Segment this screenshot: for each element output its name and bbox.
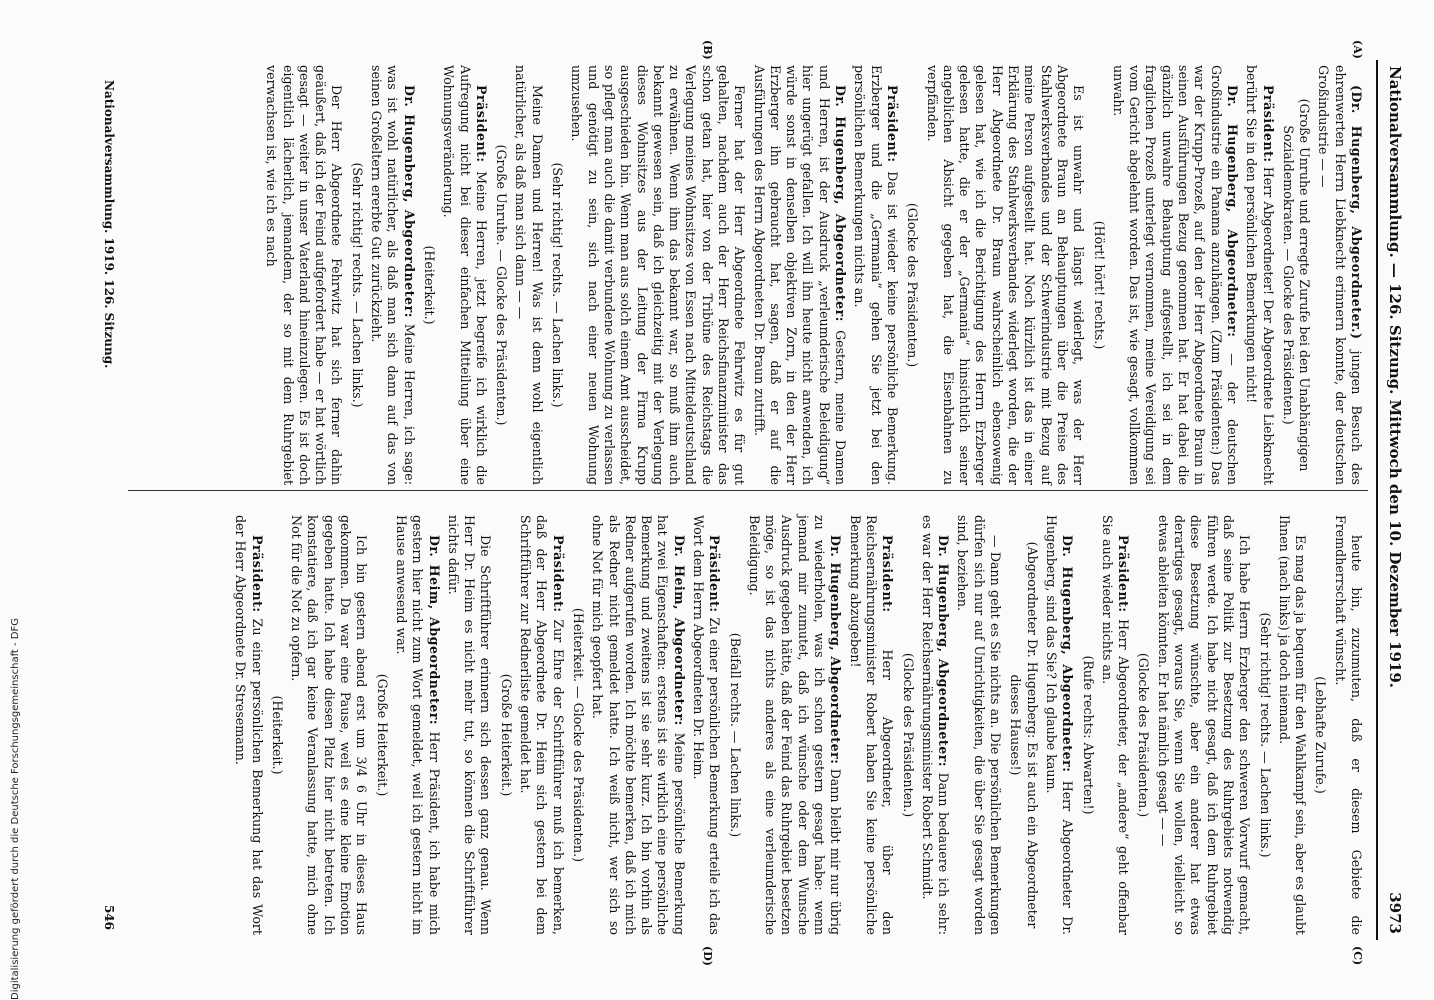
paragraph-text: Ich bin gestern abend erst um 3/4 6 Uhr in dieses Haus gekommen. Da war eine Pause, weil es eine kleine Emotion gegeben hatte. Ich habe diesen Platz hier nicht betreten. Ich konstatiere, daß ich gar keine Veranlassung hatte, mich ohne Not für die Not zu opfern. bbox=[289, 515, 370, 935]
column-divider bbox=[128, 490, 1368, 491]
text-paragraph bbox=[512, 65, 545, 485]
interjection-remark: (Abgeordneter Dr. Hugenberg: Es ist auch ein Abgeordneter dieses Hauses!) bbox=[1008, 541, 1040, 929]
margin-marker-c: (C) bbox=[1351, 946, 1364, 966]
interjection-remark: (Heiterkeit.) bbox=[421, 245, 437, 325]
interjection-remark: (Große Unruhe. — Glocke des Präsidenten.) bbox=[494, 144, 510, 426]
paragraph-text: — der deutschen Großindustrie ein Panama anzuhängen. (Zum Präsidenten:) Das war der Krupp-Prozeß, auf den der Herr Abgeordnete Braun in seinen Ausführungen Bezug genommen hat. Er hat dabei die gänzlich unwahre Behauptung aufgestellt, ich sei in dem fraglichen Prozeß unterlegt vernommen, meine Vereidigung sei vom Gericht abgelehnt worden. Das ist, wie gesagt, vollkommen unwahr. bbox=[1110, 65, 1240, 485]
text-paragraph bbox=[1154, 515, 1252, 935]
speech-paragraph bbox=[846, 515, 895, 935]
paragraph-text: Herr Abgeordneter, über den Reichsernährungsminister Robert haben Sie keine persönliche Bemerkung abzugeben! bbox=[847, 515, 896, 935]
speaker-name: Präsident: bbox=[880, 535, 896, 613]
interjection-remark: (Rufe rechts: Abwarten!) bbox=[1080, 655, 1096, 815]
interjection-remark: (Große Unruhe und erregte Zurufe bei den Unabhängigen Sozialdemokraten. — Glocke des Präsidenten.) bbox=[1280, 98, 1313, 472]
speaker-name: Dr. Heim, Abgeordneter: bbox=[426, 535, 442, 726]
speaker-name: Dr. Hugenberg, Abgeordneter: bbox=[833, 85, 849, 322]
header-page-number: 3973 bbox=[1386, 892, 1404, 934]
paragraph-text: Ich habe Herrn Erzberger den schweren Vorwurf gemacht, daß seine Politik zur Besetzung des Ruhrgebiets notwendig führen werde. Ich habe nicht gesagt, daß ich dem Ruhrgebiet diese Besetzung wünschte, aber ein anderer hat etwas derartiges gesagt, woraus Sie, wenn Sie wollen, vielleicht so etwas ableiten könnten. Er hat nämlich gesagt — — bbox=[1155, 515, 1253, 935]
speaker-name: Dr. Hugenberg, Abgeordneter: bbox=[1224, 85, 1240, 338]
speaker-name: Dr. Hugenberg, Abgeordneter: bbox=[828, 535, 844, 765]
speaker-name: Dr. Hugenberg, Abgeordneter: bbox=[936, 535, 952, 768]
paragraph-text: Zu einer persönlichen Bemerkung hat das Wort der Herr Abgeordnete Dr. Stresemann. bbox=[233, 515, 265, 935]
speaker-name: Dr. Hugenberg, Abgeordneter: bbox=[401, 85, 417, 318]
interjection-remark: (Sehr richtig! rechts. — Lachen links.) bbox=[1257, 612, 1273, 858]
paragraph-text: Es ist unwahr und längst widerlegt, was der Herr Abgeordnete Braun an Behauptungen über die Preise des Stahlwerksverbandes und der Schwerindustrie mit Bezug auf meine Person aufgestellt hat. Noch kürzlich ist das in einer Erklärung des Stahlwerksverbandes widerlegt worden, die der Herr Abgeordnete Dr. Braun wahrscheinlich ebensowenig gelesen hat, wie ich die Berichtigung des Herrn Erzberger gelesen hatte, die er der „Germania“ hinsichtlich seiner angeblichen Absicht gegeben hat, die Eisenbahnen zu verpfänden. bbox=[924, 65, 1087, 485]
interjection-remark: (Lebhafte Zurufe.) bbox=[1313, 676, 1329, 794]
paragraph-text: Meine Damen und Herren! Was ist denn wohl eigentlich natürlicher, als daß man sich dann — — bbox=[513, 65, 545, 485]
paragraph-text: heute bin, zuzumuten, daß er diesem Gebiete die Fremdherrschaft wünscht. bbox=[1332, 515, 1364, 935]
speaker-name: Präsident: bbox=[249, 535, 265, 613]
paragraph-text: Zu einer persönlichen Bemerkung erteile ich das Wort dem Herrn Abgeordneten Dr. Heim. bbox=[691, 515, 723, 935]
paragraph-text: Ferner hat der Herr Abgeordnete Fehrwitz es für gut gehalten, nachdem auch der Herr Reichsfinanzminister das schon getan hat, hier von der Tribüne des Reichstags die Verlegung meines Wohnsitzes von Essen nach Mitteldeutschland zu erwähnen. Wenn ihm das bekannt war, so muß ihm auch bekannt gewesen sein, daß ich gleichzeitig mit der Verlegung dieses Wohnsitzes aus der Leitung der Firma Krupp ausgeschieden bin. Wenn man aus solch einem Amt ausscheidet, so pflegt man auch die damit verbundene Wohnung zu verlassen und genötigt zu sein, sich nach einer neuen Wohnung umzusehen. bbox=[569, 65, 748, 485]
speech-paragraph bbox=[393, 515, 442, 935]
interjection-remark: (Glocke des Präsidenten.) bbox=[900, 652, 916, 818]
speaker-name: Präsident: bbox=[473, 85, 489, 163]
paragraph-text: Herr Präsident, ich habe mich gestern hier nicht zum Wort gemeldet, weil ich gestern nicht im Hause anwesend war. bbox=[393, 515, 442, 935]
footer-page-number: 546 bbox=[102, 904, 116, 930]
right-text-column bbox=[229, 515, 1364, 935]
speech-paragraph bbox=[589, 515, 687, 935]
text-paragraph bbox=[288, 515, 369, 935]
speech-paragraph bbox=[919, 515, 952, 935]
text-paragraph bbox=[923, 65, 1086, 485]
interjection-remark: (Glocke des Präsidenten.) bbox=[905, 202, 921, 368]
interjection-remark: (Hört! hört! rechts.) bbox=[1091, 220, 1107, 350]
interjection-remark: (Große Heiterkeit.) bbox=[498, 673, 514, 797]
text-paragraph bbox=[1331, 515, 1364, 935]
paragraph-text: Herr Abgeordneter, der „andere“ geht offenbar Sie auch wieder nichts an. bbox=[1099, 515, 1132, 935]
paragraph-text: Herr Abgeordneter Dr. Hugenberg, sind das Sie? Ich glaube kaum. bbox=[1043, 515, 1076, 936]
running-header bbox=[1376, 60, 1412, 940]
interjection-remark: (Sehr richtig! rechts. — Lachen links.) bbox=[349, 162, 365, 408]
interjection-remark: (Beifall rechts. — Lachen links.) bbox=[727, 632, 743, 838]
interjection-remark: (Große Heiterkeit.) bbox=[374, 673, 390, 797]
speech-paragraph bbox=[1110, 65, 1240, 485]
interjection-remark: (Heiterkeit. — Glocke des Präsidenten.) bbox=[570, 607, 586, 863]
paragraph-text: Es mag das ja bequem für den Wahlkampf sein, aber es glaubt Ihnen (nach links) ja doch niemand. bbox=[1276, 515, 1309, 935]
speech-paragraph bbox=[750, 65, 848, 485]
interjection-remark: (Heiterkeit.) bbox=[269, 695, 285, 775]
margin-marker-b: (B) bbox=[701, 40, 714, 60]
speech-paragraph bbox=[440, 65, 489, 485]
speech-paragraph bbox=[746, 515, 844, 935]
paragraph-text: Herr Abgeordneter! Der Abgeordnete Liebknecht berührt Sie in den persönlichen Bemerkungen nicht! bbox=[1244, 65, 1276, 485]
text-paragraph bbox=[445, 515, 494, 935]
text-paragraph bbox=[1276, 515, 1309, 935]
footer-left: Nationalversammlung. 1919. 126. Sitzung. bbox=[102, 80, 116, 369]
speech-paragraph bbox=[851, 65, 900, 485]
speech-paragraph bbox=[232, 515, 265, 935]
paragraph-text: Die Schriftführer erinnern sich dessen ganz genau. Wenn Herr Dr. Heim es nicht mehr tut, so können die Schriftführer nichts dafür. bbox=[445, 515, 494, 935]
margin-marker-d: (D) bbox=[701, 946, 714, 966]
speaker-name: (Dr. Hugenberg, Abgeordneter.) bbox=[1349, 85, 1364, 340]
text-paragraph bbox=[568, 65, 747, 485]
speech-paragraph bbox=[1099, 515, 1132, 935]
speech-paragraph bbox=[1243, 65, 1276, 485]
speech-paragraph bbox=[1315, 65, 1364, 485]
speaker-name: Präsident: bbox=[884, 85, 900, 163]
paragraph-text: Dann bleibt mir nur übrig zu wiederholen, was ich schon gestern gesagt habe: wenn jemand mir zumutet, daß ich wünsche oder dem Wunsche Ausdruck gegeben hätte, daß der Feind das Ruhrgebiet besetzen möge, so ist das nichts anderes als eine verleumderische Beleidigung. bbox=[746, 515, 844, 935]
paragraph-text: Meine Herren, ich sage: was ist wohl natürlicher, als daß man sich dann auf das von seinen Großeltern ererbte Gut zurückzieht. bbox=[369, 65, 417, 485]
text-paragraph bbox=[954, 515, 1003, 935]
paragraph-text: Gestern, meine Damen und Herren, ist der Ausdruck „verleumderische Beleidigung“ hier ungerügt gefallen. Ich will ihn heute nicht anwenden, ich würde sonst in denselben objektiven Zorn, in den der Herr Erzberger ihn gebraucht hat, sagen, daß er auf die Ausführungen des Herrn Abgeordneten Dr. Braun zutrifft. bbox=[751, 65, 849, 485]
speech-paragraph bbox=[368, 65, 417, 485]
paragraph-text: Zur Ehre der Schriftführer muß ich bemerken, daß der Herr Abgeordnete Dr. Heim sich gestern bei dem Schriftführer zur Rednerliste gemeldet hat. bbox=[518, 515, 566, 936]
margin-marker-a: (A) bbox=[1351, 40, 1364, 59]
digitization-credit: Digitalisierung gefördert durch die Deutsche Forschungsgemeinschaft - DFG bbox=[10, 617, 21, 1000]
text-paragraph bbox=[263, 65, 344, 485]
speaker-name: Dr. Hugenberg, Abgeordneter: bbox=[1060, 535, 1076, 773]
paragraph-text: jungen Besuch des ehrenwerten Herrn Liebknecht erinnern konnte, der deutschen Großindustrie — — bbox=[1316, 65, 1364, 485]
header-title: Nationalversammlung. — 126. Sitzung. Mittwoch den 10. Dezember 1919. bbox=[1386, 66, 1404, 689]
paragraph-text: Das ist wieder keine persönliche Bemerkung. Erzberger und die „Germania“ gehen Sie jetzt bei den persönlichen Bemerkungen nichts an. bbox=[852, 65, 900, 485]
left-text-column bbox=[260, 65, 1364, 485]
paragraph-text: Meine persönliche Bemerkung hat zwei Eigenschaften: erstens ist sie wirklich eine persönliche Bemerkung und zweitens ist sie sehr kurz. Ich bin vorhin als Redner aufgerufen worden. Ich möchte bemerken, daß ich mich als Redner nicht gemeldet hatte. Ich weiß nicht, wer sich so ohne Not für mich geopfert hat. bbox=[590, 515, 687, 935]
speech-paragraph bbox=[517, 515, 566, 935]
speech-paragraph bbox=[1043, 515, 1076, 935]
interjection-remark: (Sehr richtig! rechts. — Lachen links.) bbox=[550, 162, 566, 408]
speaker-name: Präsident: bbox=[550, 535, 566, 613]
paragraph-text: — Dann geht es Sie nichts an. Die persönlichen Bemerkungen dürfen sich nur auf Unrichtigkeiten, die über Sie gesagt worden sind, beziehen. bbox=[955, 515, 1004, 935]
speaker-name: Dr. Heim, Abgeordneter: bbox=[671, 535, 687, 726]
paragraph-text: Der Herr Abgeordnete Fehrwitz hat sich ferner dahin geäußert, daß ich der Feind aufgefordert habe — er hat wörtlich gesagt — weiter in unser Vaterland hineinzulegen. Es ist doch eigentlich lächerlich, jemandem, der so mit dem Ruhrgebiet verwachsen ist, wie ich es nach bbox=[264, 65, 345, 485]
paragraph-text: Dann bedauere ich sehr: es war der Herr Reichsernährungsminister Robert Schmidt. bbox=[919, 515, 952, 935]
speaker-name: Präsident: bbox=[1260, 85, 1276, 163]
paragraph-text: Meine Herren, jetzt begreife ich wirklich die Aufregung nicht bei dieser einfachen Mitteilung über eine Wohnungsveränderung. bbox=[441, 65, 489, 485]
speaker-name: Präsident: bbox=[707, 535, 723, 613]
speaker-name: Präsident: bbox=[1116, 535, 1132, 613]
interjection-remark: (Glocke des Präsidenten.) bbox=[1136, 652, 1152, 818]
speech-paragraph bbox=[690, 515, 723, 935]
